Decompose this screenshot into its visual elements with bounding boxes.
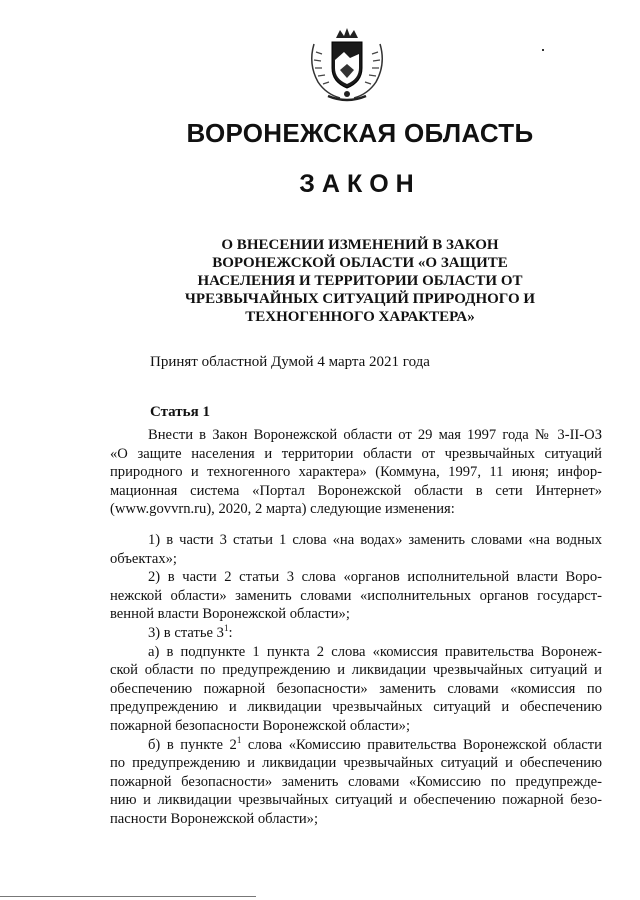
- footer-divider: [0, 896, 256, 897]
- body-line: [110, 624, 602, 643]
- item3-superscript: 1: [223, 622, 229, 633]
- item3b-superscript: 1: [236, 734, 242, 745]
- body-line: венной власти Воронежской области»;: [110, 606, 350, 623]
- body-line: пожарной безопасности Воронежской области»;: [110, 717, 411, 734]
- scan-dot: [542, 49, 544, 51]
- law-title-line: ЧРЕЗВЫЧАЙНЫХ СИТУАЦИЙ ПРИРОДНОГО И: [184, 291, 536, 307]
- law-title-line: ТЕХНОГЕННОГО ХАРАКТЕРА»: [245, 309, 475, 325]
- body-line: 2) в части 2 статьи 3 слова «органов исполнительной власти Воро-: [148, 569, 602, 586]
- body-line: по предупреждению и ликвидации чрезвычайных ситуаций и обеспечению: [110, 755, 602, 772]
- article-heading: Статья 1: [150, 404, 210, 420]
- body-line: нию и ликвидации чрезвычайных ситуаций и обеспечению пожарной безо-: [110, 792, 602, 809]
- item3-suffix: :: [228, 624, 233, 641]
- law-title: [160, 236, 560, 326]
- body-line: [110, 736, 602, 755]
- item3b-suffix: слова «Комиссию правительства Воронежской области: [241, 736, 602, 753]
- paragraph-gap: [110, 519, 602, 531]
- body-line: (www.govvrn.ru), 2020, 2 марта) следующие изменения:: [110, 501, 455, 518]
- item3b-prefix: б) в пункте 2: [148, 736, 237, 753]
- region-heading: ВОРОНЕЖСКАЯ ОБЛАСТЬ: [186, 118, 534, 148]
- body-line: Внести в Закон Воронежской области от 29 мая 1997 года № 3-II-ОЗ: [148, 427, 602, 443]
- body-line: мационная система «Портал Воронежской области в сети Интернет»: [110, 482, 602, 499]
- body-line: пожарной безопасности» заменить словами «Комиссию по предупрежде-: [110, 773, 602, 790]
- body-line: пасности Воронежской области»;: [110, 810, 318, 827]
- body-line: 1) в части 3 статьи 1 слова «на водах» заменить словами «на водных: [148, 531, 602, 548]
- coat-of-arms-emblem: [304, 24, 390, 106]
- document-type-heading: ЗАКОН: [299, 170, 421, 198]
- article-body: [110, 426, 602, 828]
- body-line: предупреждению и ликвидации чрезвычайных ситуаций и обеспечению: [110, 699, 602, 716]
- law-title-line: О ВНЕСЕНИИ ИЗМЕНЕНИЙ В ЗАКОН: [221, 237, 499, 253]
- law-title-line: НАСЕЛЕНИЯ И ТЕРРИТОРИИ ОБЛАСТИ ОТ: [197, 273, 523, 289]
- adoption-statement: Принят областной Думой 4 марта 2021 года: [150, 354, 430, 370]
- body-line: объектах»;: [110, 550, 177, 567]
- body-line: «О защите населения и территории области от чрезвычайных ситуаций: [110, 445, 602, 462]
- body-line: природного и техногенного характера» (Коммуна, 1997, 11 июня; инфор-: [110, 464, 602, 481]
- body-line: ской области по предупреждению и ликвидации чрезвычайных ситуаций и: [110, 662, 602, 679]
- body-line: а) в подпункте 1 пункта 2 слова «комиссия правительства Воронеж-: [148, 643, 602, 660]
- body-line: нежской области» заменить словами «исполнительных органов государст-: [110, 587, 602, 604]
- body-line: обеспечению пожарной безопасности» заменить словами «комиссия по: [110, 680, 602, 697]
- law-title-line: ВОРОНЕЖСКОЙ ОБЛАСТИ «О ЗАЩИТЕ: [212, 255, 508, 271]
- item3-prefix: 3) в статье 3: [148, 624, 224, 641]
